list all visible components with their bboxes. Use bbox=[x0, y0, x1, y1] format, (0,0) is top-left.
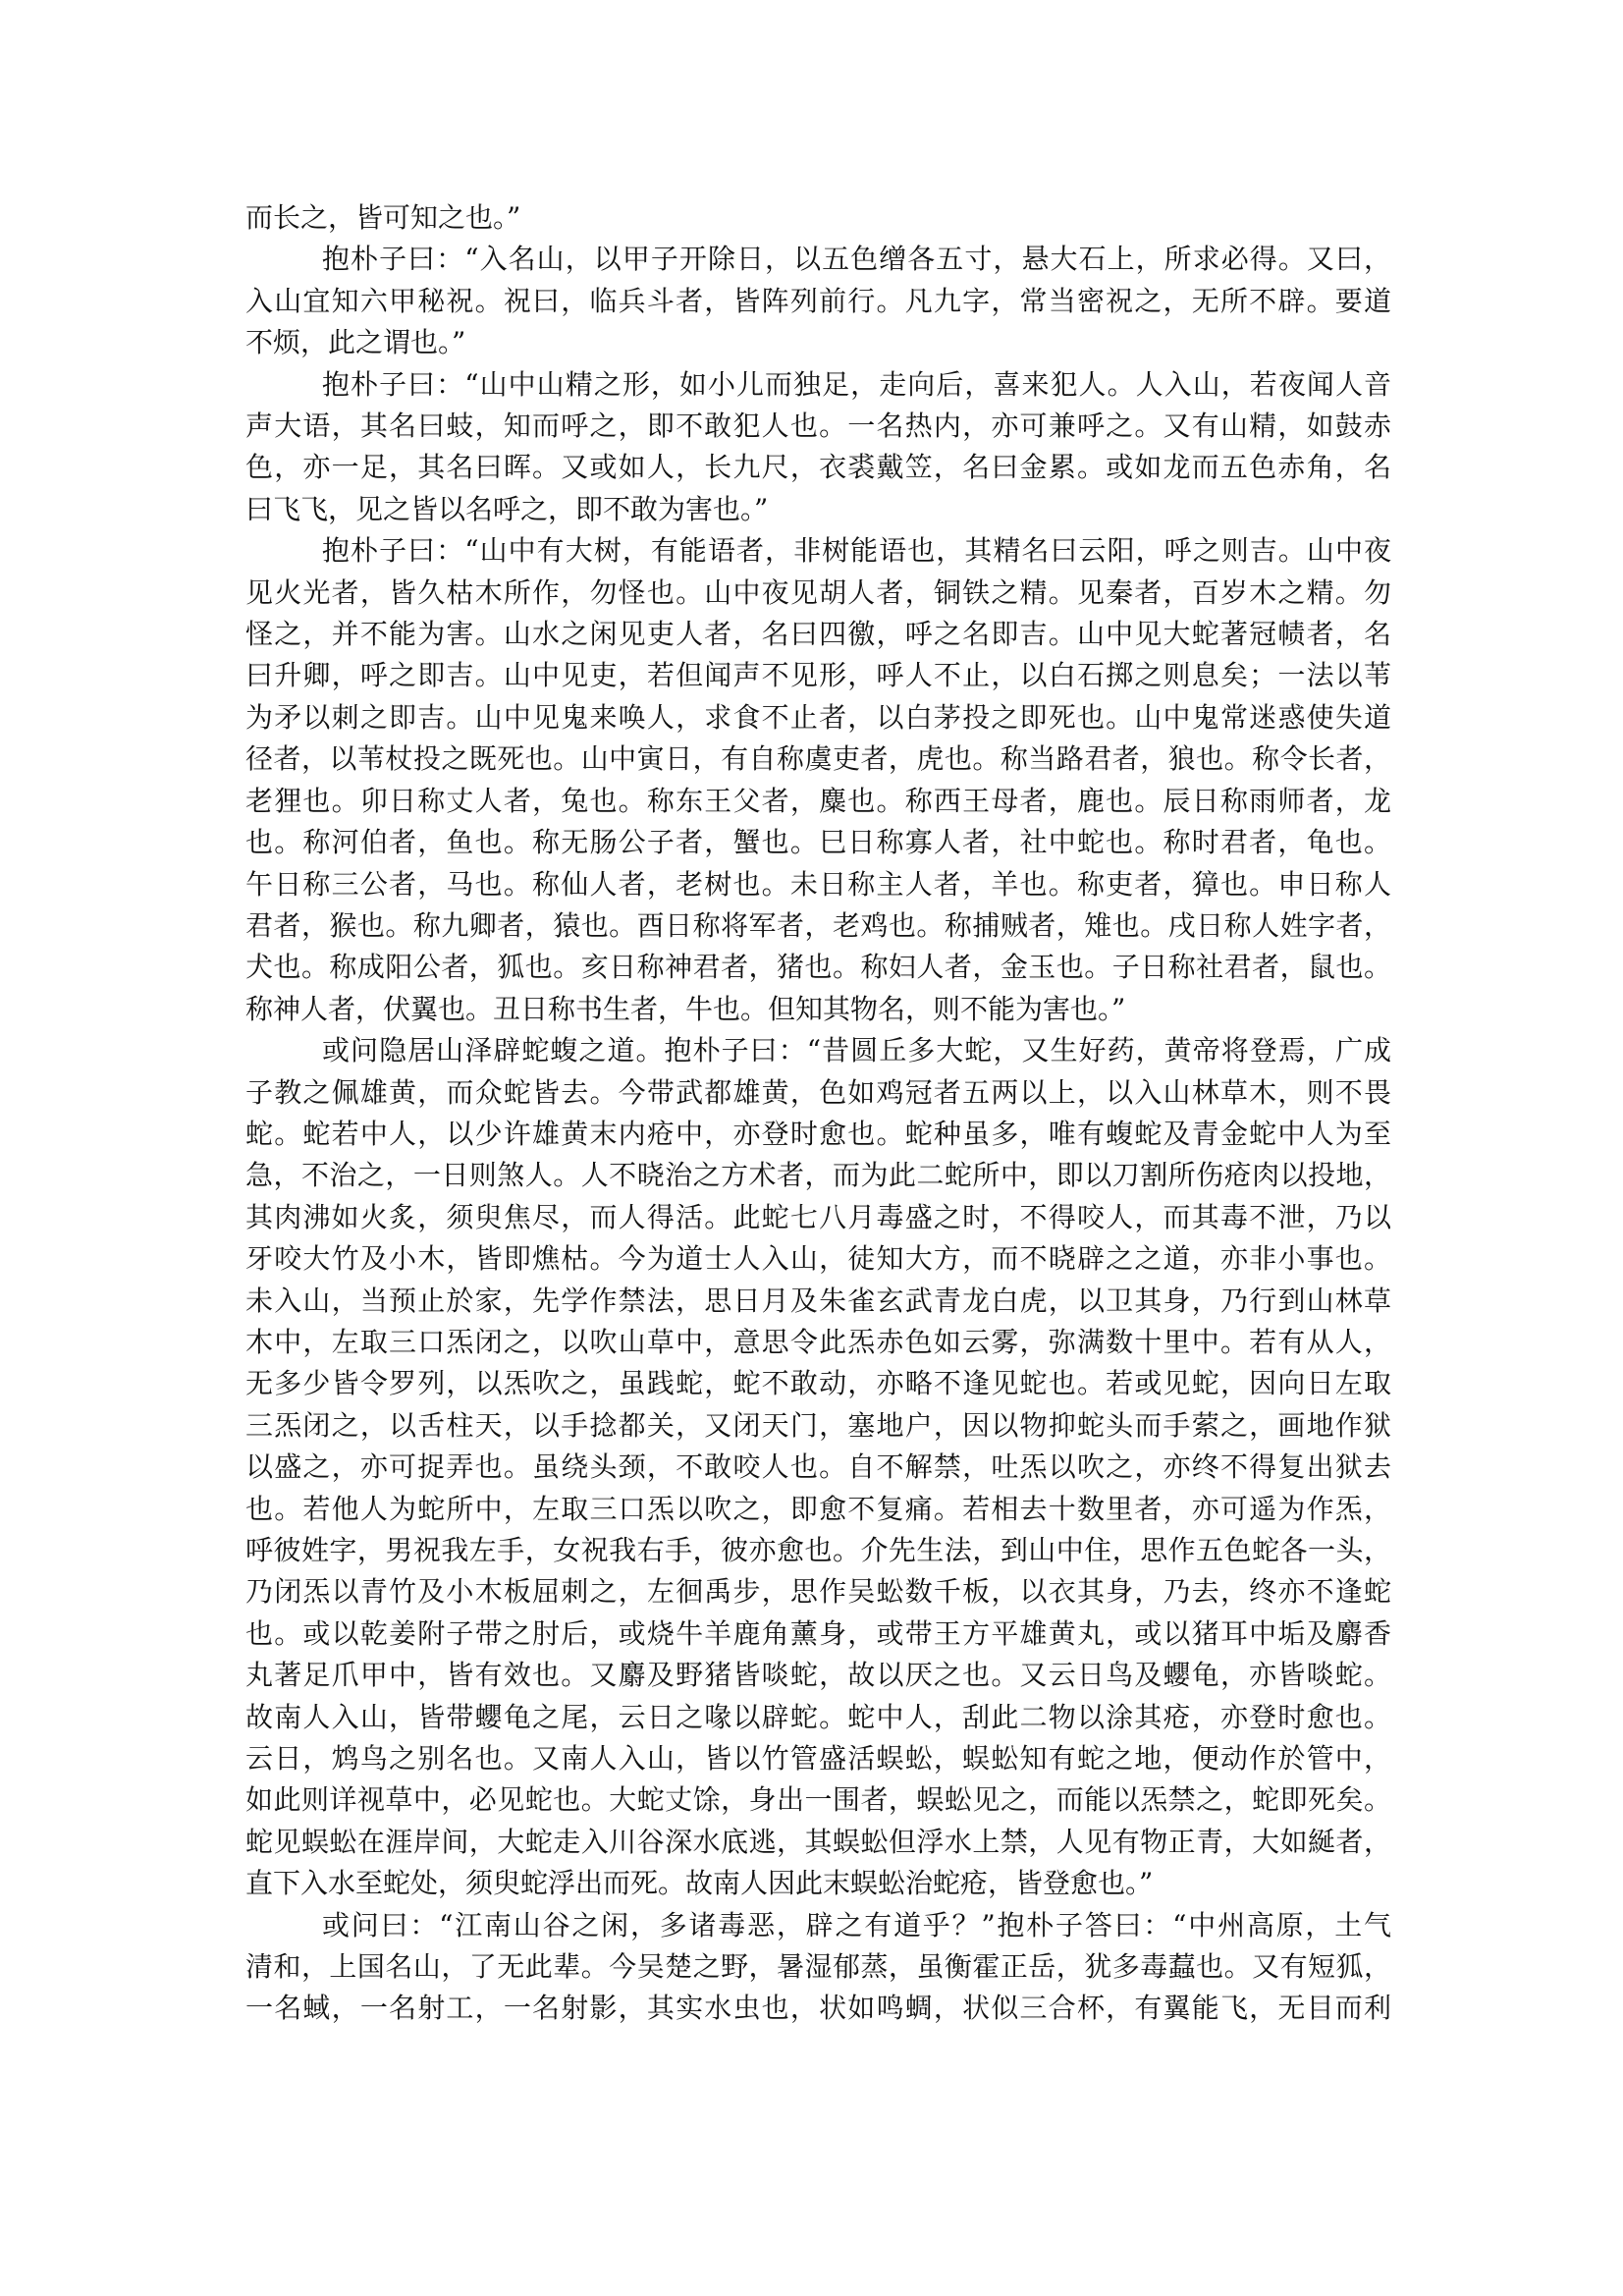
text-line: 也。或以乾姜附子带之肘后，或烧牛羊鹿角薰身，或带王方平雄黄丸，或以猪耳中垢及麝香 bbox=[245, 1616, 1391, 1650]
text-line: 色，亦一足，其名曰晖。又或如人，长九尺，衣裘戴笠，名曰金累。或如龙而五色赤角，名 bbox=[245, 451, 1391, 484]
text-line: 也。若他人为蛇所中，左取三口炁以吹之，即愈不复痛。若相去十数里者，亦可遥为作炁， bbox=[245, 1492, 1391, 1525]
text-line: 犬也。称成阳公者，狐也。亥日称神君者，猪也。称妇人者，金玉也。子日称社君者，鼠也。 bbox=[245, 951, 1391, 984]
text-line: 蛇。蛇若中人，以少许雄黄末内疮中，亦登时愈也。蛇种虽多，唯有蝮蛇及青金蛇中人为至 bbox=[245, 1117, 1391, 1150]
text-line: 见火光者，皆久枯木所作，勿怪也。山中夜见胡人者，铜铁之精。见秦者，百岁木之精。勿 bbox=[245, 575, 1391, 609]
paragraph bbox=[245, 530, 1391, 1030]
paragraph bbox=[245, 1905, 1391, 2030]
text-line: 子教之佩雄黄，而众蛇皆去。今带武都雄黄，色如鸡冠者五两以上，以入山林草木，则不畏 bbox=[245, 1075, 1391, 1109]
text-line: 称神人者，伏翼也。丑日称书生者，牛也。但知其物名，则不能为害也。” bbox=[245, 992, 1126, 1025]
text-line: 声大语，其名曰蚑，知而呼之，即不敢犯人也。一名热内，亦可兼呼之。又有山精，如鼓赤 bbox=[245, 410, 1391, 443]
paragraph bbox=[245, 1030, 1391, 1905]
text-line: 急，不治之，一日则煞人。人不晓治之方术者，而为此二蛇所中，即以刀割所伤疮肉以投地， bbox=[245, 1159, 1391, 1192]
text-line: 直下入水至蛇处，须臾蛇浮出而死。故南人因此末蜈蚣治蛇疮，皆登愈也。” bbox=[245, 1867, 1154, 1900]
text-line: 或问曰：“江南山谷之闲，多诸毒恶，辟之有道乎？”抱朴子答曰：“中州高原，土气 bbox=[322, 1908, 1391, 1941]
text-line: 清和，上国名山，了无此辈。今吴楚之野，暑湿郁蒸，虽衡霍正岳，犹多毒蠚也。又有短狐， bbox=[245, 1950, 1391, 1984]
text-line: 老狸也。卯日称丈人者，兔也。称东王父者，麋也。称西王母者，鹿也。辰日称雨师者，龙 bbox=[245, 784, 1391, 817]
document-page bbox=[245, 197, 1391, 2030]
paragraph bbox=[245, 239, 1391, 363]
text-line: 不烦，此之谓也。” bbox=[245, 326, 466, 359]
text-line: 曰升卿，呼之即吉。山中见吏，若但闻声不见形，呼人不止，以白石掷之则息矣；一法以苇 bbox=[245, 659, 1391, 692]
text-line: 如此则详视草中，必见蛇也。大蛇丈馀，身出一围者，蜈蚣见之，而能以炁禁之，蛇即死矣。 bbox=[245, 1783, 1391, 1817]
text-line: 入山宜知六甲秘祝。祝曰，临兵斗者，皆阵列前行。凡九字，常当密祝之，无所不辟。要道 bbox=[245, 284, 1391, 317]
text-line: 未入山，当预止於家，先学作禁法，思日月及朱雀玄武青龙白虎，以卫其身，乃行到山林草 bbox=[245, 1284, 1391, 1317]
text-line: 也。称河伯者，鱼也。称无肠公子者，蟹也。巳日称寡人者，社中蛇也。称时君者，龟也。 bbox=[245, 826, 1391, 859]
text-line: 丸著足爪甲中，皆有效也。又麝及野猪皆啖蛇，故以厌之也。又云日鸟及蠳龟，亦皆啖蛇。 bbox=[245, 1659, 1391, 1692]
text-line: 牙咬大竹及小木，皆即燋枯。今为道士人入山，徒知大方，而不晓辟之之道，亦非小事也。 bbox=[245, 1242, 1391, 1276]
text-line: 或问隐居山泽辟蛇蝮之道。抱朴子曰：“昔圆丘多大蛇，又生好药，黄帝将登焉，广成 bbox=[322, 1034, 1391, 1067]
text-line: 乃闭炁以青竹及小木板屈刺之，左徊禹步，思作吴蚣数千板，以衣其身，乃去，终亦不逢蛇 bbox=[245, 1575, 1391, 1609]
text-line: 木中，左取三口炁闭之，以吹山草中，意思令此炁赤色如云雾，弥满数十里中。若有从人， bbox=[245, 1325, 1391, 1358]
paragraph bbox=[245, 197, 1391, 239]
text-line: 无多少皆令罗列，以炁吹之，虽践蛇，蛇不敢动，亦略不逢见蛇也。若或见蛇，因向日左取 bbox=[245, 1367, 1391, 1400]
text-line: 君者，猴也。称九卿者，猿也。酉日称将军者，老鸡也。称捕贼者，雉也。戌日称人姓字者， bbox=[245, 908, 1391, 942]
text-line: 抱朴子曰：“山中有大树，有能语者，非树能语也，其精名曰云阳，呼之则吉。山中夜 bbox=[322, 534, 1391, 568]
text-line: 怪之，并不能为害。山水之闲见吏人者，名曰四徼，呼之名即吉。山中见大蛇著冠帻者，名 bbox=[245, 618, 1391, 651]
text-line: 一名蜮，一名射工，一名射影，其实水虫也，状如鸣蜩，状似三合杯，有翼能飞，无目而利 bbox=[245, 1992, 1391, 2025]
text-line: 抱朴子曰：“入名山，以甲子开除日，以五色缯各五寸，悬大石上，所求必得。又曰， bbox=[322, 243, 1391, 276]
text-line: 蛇见蜈蚣在涯岸间，大蛇走入川谷深水底逃，其蜈蚣但浮水上禁，人见有物正青，大如綖者， bbox=[245, 1825, 1391, 1858]
text-line: 呼彼姓字，男祝我左手，女祝我右手，彼亦愈也。介先生法，到山中住，思作五色蛇各一头， bbox=[245, 1534, 1391, 1566]
text-line: 以盛之，亦可捉弄也。虽绕头颈，不敢咬人也。自不解禁，吐炁以吹之，亦终不得复出狱去 bbox=[245, 1450, 1391, 1484]
text-line: 云日，鸩鸟之别名也。又南人入山，皆以竹管盛活蜈蚣，蜈蚣知有蛇之地，便动作於管中， bbox=[245, 1742, 1391, 1776]
paragraph bbox=[245, 364, 1391, 531]
text-line: 抱朴子曰：“山中山精之形，如小儿而独足，走向后，喜来犯人。人入山，若夜闻人音 bbox=[322, 367, 1391, 401]
text-line: 故南人入山，皆带蠳龟之尾，云日之喙以辟蛇。蛇中人，刮此二物以涂其疮，亦登时愈也。 bbox=[245, 1700, 1391, 1733]
text-line: 曰飞飞，见之皆以名呼之，即不敢为害也。” bbox=[245, 492, 769, 525]
text-line: 径者，以苇杖投之既死也。山中寅日，有自称虞吏者，虎也。称当路君者，狼也。称令长者， bbox=[245, 742, 1391, 776]
text-line: 三炁闭之，以舌柱天，以手捻都关，又闭天门，塞地户，因以物抑蛇头而手萦之，画地作狱 bbox=[245, 1408, 1391, 1442]
text-line: 其肉沸如火炙，须臾焦尽，而人得活。此蛇七八月毒盛之时，不得咬人，而其毒不泄，乃以 bbox=[245, 1200, 1391, 1233]
text-line: 午日称三公者，马也。称仙人者，老树也。未日称主人者，羊也。称吏者，獐也。申日称人 bbox=[245, 867, 1391, 901]
text-line: 而长之，皆可知之也。” bbox=[245, 201, 521, 234]
text-line: 为矛以刺之即吉。山中见鬼来唤人，求食不止者，以白茅投之即死也。山中鬼常迷惑使失道 bbox=[245, 700, 1391, 734]
